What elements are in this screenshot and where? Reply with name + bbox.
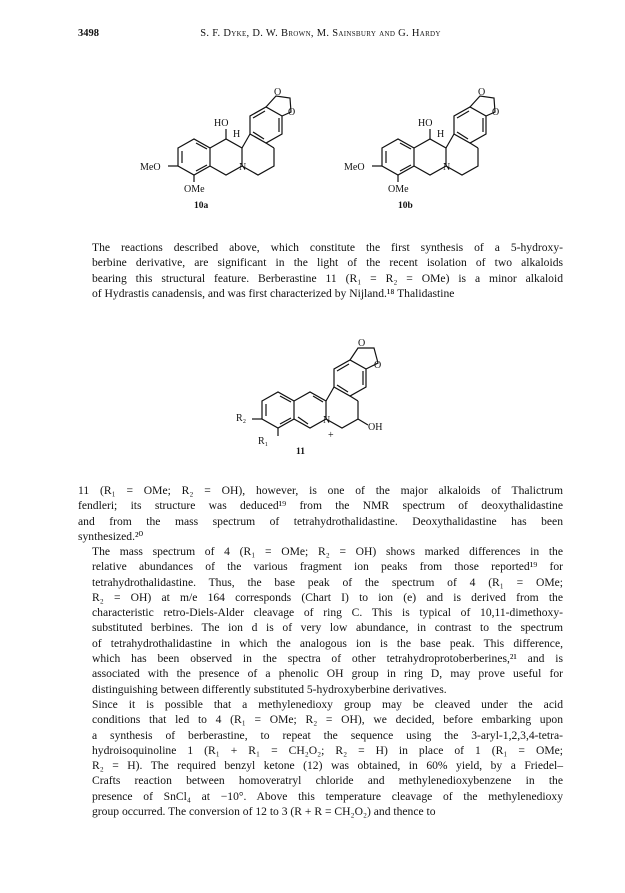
text-line: Since it is possible that a methylenedioxy group may be cleaved under the acid xyxy=(92,698,563,711)
text-line: synthesized.²⁰ xyxy=(78,529,144,543)
h-label: H xyxy=(437,129,445,140)
text-line: presence of SnCl₄ at −10°. Above this temperature cleavage of the methylenedioxy xyxy=(92,789,563,803)
text-line: berbine derivative, are significant in the light of the recent isolation of two alkaloids xyxy=(92,256,563,270)
text-line: R₂ = H). The required benzyl ketone (12) was obtained, in 60% yield, by a Friedel– xyxy=(92,759,563,773)
paragraph-2 xyxy=(78,483,563,544)
running-head: S. F. Dyke, D. W. Brown, M. Sainsbury and G. Hardy xyxy=(200,28,441,39)
r2-label: R₂ xyxy=(236,413,247,424)
oh-label: OH xyxy=(368,422,383,433)
text-line: hydroisoquinoline 1 (R₁ + R₁ = CH₂O₂; R₂ = H) in place of 1 (R₁ = OMe; xyxy=(92,743,563,757)
text-line: characteristic retro-Diels-Alder cleavage of ring C. This is typical of 10,11-dimethoxy- xyxy=(92,606,563,620)
text-line: R₂ = OH) at m/e 164 corresponds (Chart I) to ion (e) and is derived from the xyxy=(92,590,563,604)
n-label: N xyxy=(239,162,247,173)
meo-label: MeO xyxy=(344,162,365,173)
structure-10a-drawing xyxy=(138,82,318,212)
text-line: tetrahydrothalidastine. Thus, the base peak of the spectrum of 4 (R₁ = OMe; xyxy=(92,575,563,589)
ring-oxygen-label: O xyxy=(374,360,382,371)
ring-oxygen-label: O xyxy=(478,87,486,98)
text-line: fendleri; its structure was deduced¹⁹ from the NMR spectrum of deoxythalidastine xyxy=(78,499,563,513)
ome-label: OMe xyxy=(388,184,409,195)
paragraph-4 xyxy=(78,697,563,819)
text-line: relative abundances of the various fragment ion peaks from those reported¹⁹ for xyxy=(92,560,563,574)
n-label: N xyxy=(323,415,331,426)
compound-label-10b: 10b xyxy=(398,201,413,211)
paragraph-3 xyxy=(78,544,563,697)
ring-oxygen-label: O xyxy=(288,107,296,118)
structure-10a xyxy=(138,82,318,212)
ring-oxygen-label: O xyxy=(358,338,366,349)
r1-label: R₁ xyxy=(258,436,269,447)
n-plus-charge: + xyxy=(328,430,334,441)
structure-10b-drawing xyxy=(342,82,522,212)
meo-label: MeO xyxy=(140,162,161,173)
text-line: The reactions described above, which constitute the first synthesis of a 5-hydroxy- xyxy=(92,241,563,254)
paragraph-1 xyxy=(78,240,563,301)
ring-oxygen-label: O xyxy=(492,107,500,118)
text-line: Crafts reaction between homoveratryl chloride and methylenedioxybenzene in the xyxy=(92,774,563,788)
ho-label: HO xyxy=(418,118,433,129)
h-label: H xyxy=(233,129,241,140)
text-line: group occurred. The conversion of 12 to 3 (R + R = CH₂O₂) and thence to xyxy=(92,805,436,819)
structure-10b xyxy=(342,82,522,212)
text-line: substituted berbines. The ion d is of very low abundance, in contrast to the spectrum xyxy=(92,621,563,635)
compound-label-10a: 10a xyxy=(194,201,209,211)
text-line: The mass spectrum of 4 (R₁ = OMe; R₂ = OH) shows marked differences in the xyxy=(92,545,563,558)
page-number: 3498 xyxy=(78,28,99,39)
structure-11 xyxy=(224,326,404,466)
compound-label-11: 11 xyxy=(296,447,305,457)
text-line: distinguishing between differently substituted 5-hydroxyberbine derivatives. xyxy=(92,682,447,696)
structure-11-drawing xyxy=(224,326,404,466)
text-line: and from the mass spectrum of tetrahydrothalidastine. Deoxythalidastine has been xyxy=(78,514,563,528)
ho-label: HO xyxy=(214,118,229,129)
ring-oxygen-label: O xyxy=(274,87,282,98)
text-line: of Hydrastis canadensis, and was first characterized by Nijland.¹⁸ Thalidastine xyxy=(92,286,455,300)
running-header xyxy=(78,28,563,44)
ome-label: OMe xyxy=(184,184,205,195)
text-line: a synthesis of berberastine, to repeat the sequence using the 3-aryl-1,2,3,4-tetra- xyxy=(92,728,563,742)
n-label: N xyxy=(443,162,451,173)
text-line: which has been observed in the spectra of other tetrahydroprotoberberines,²¹ and is xyxy=(92,652,563,666)
text-line: bearing this structural feature. Berberastine 11 (R₁ = R₂ = OMe) is a minor alkaloid xyxy=(92,271,563,285)
text-line: conditions that led to 4 (R₁ = OMe; R₂ = OH), we decided, before embarking upon xyxy=(92,713,563,727)
text-line: associated with the presence of a phenolic OH group in ring D, may prove useful for xyxy=(92,667,563,681)
text-line: 11 (R₁ = OMe; R₂ = OH), however, is one of the major alkaloids of Thalictrum xyxy=(78,484,563,497)
text-line: of tetrahydrothalidastine in which the analogous ion is the base peak. This difference, xyxy=(92,636,563,650)
